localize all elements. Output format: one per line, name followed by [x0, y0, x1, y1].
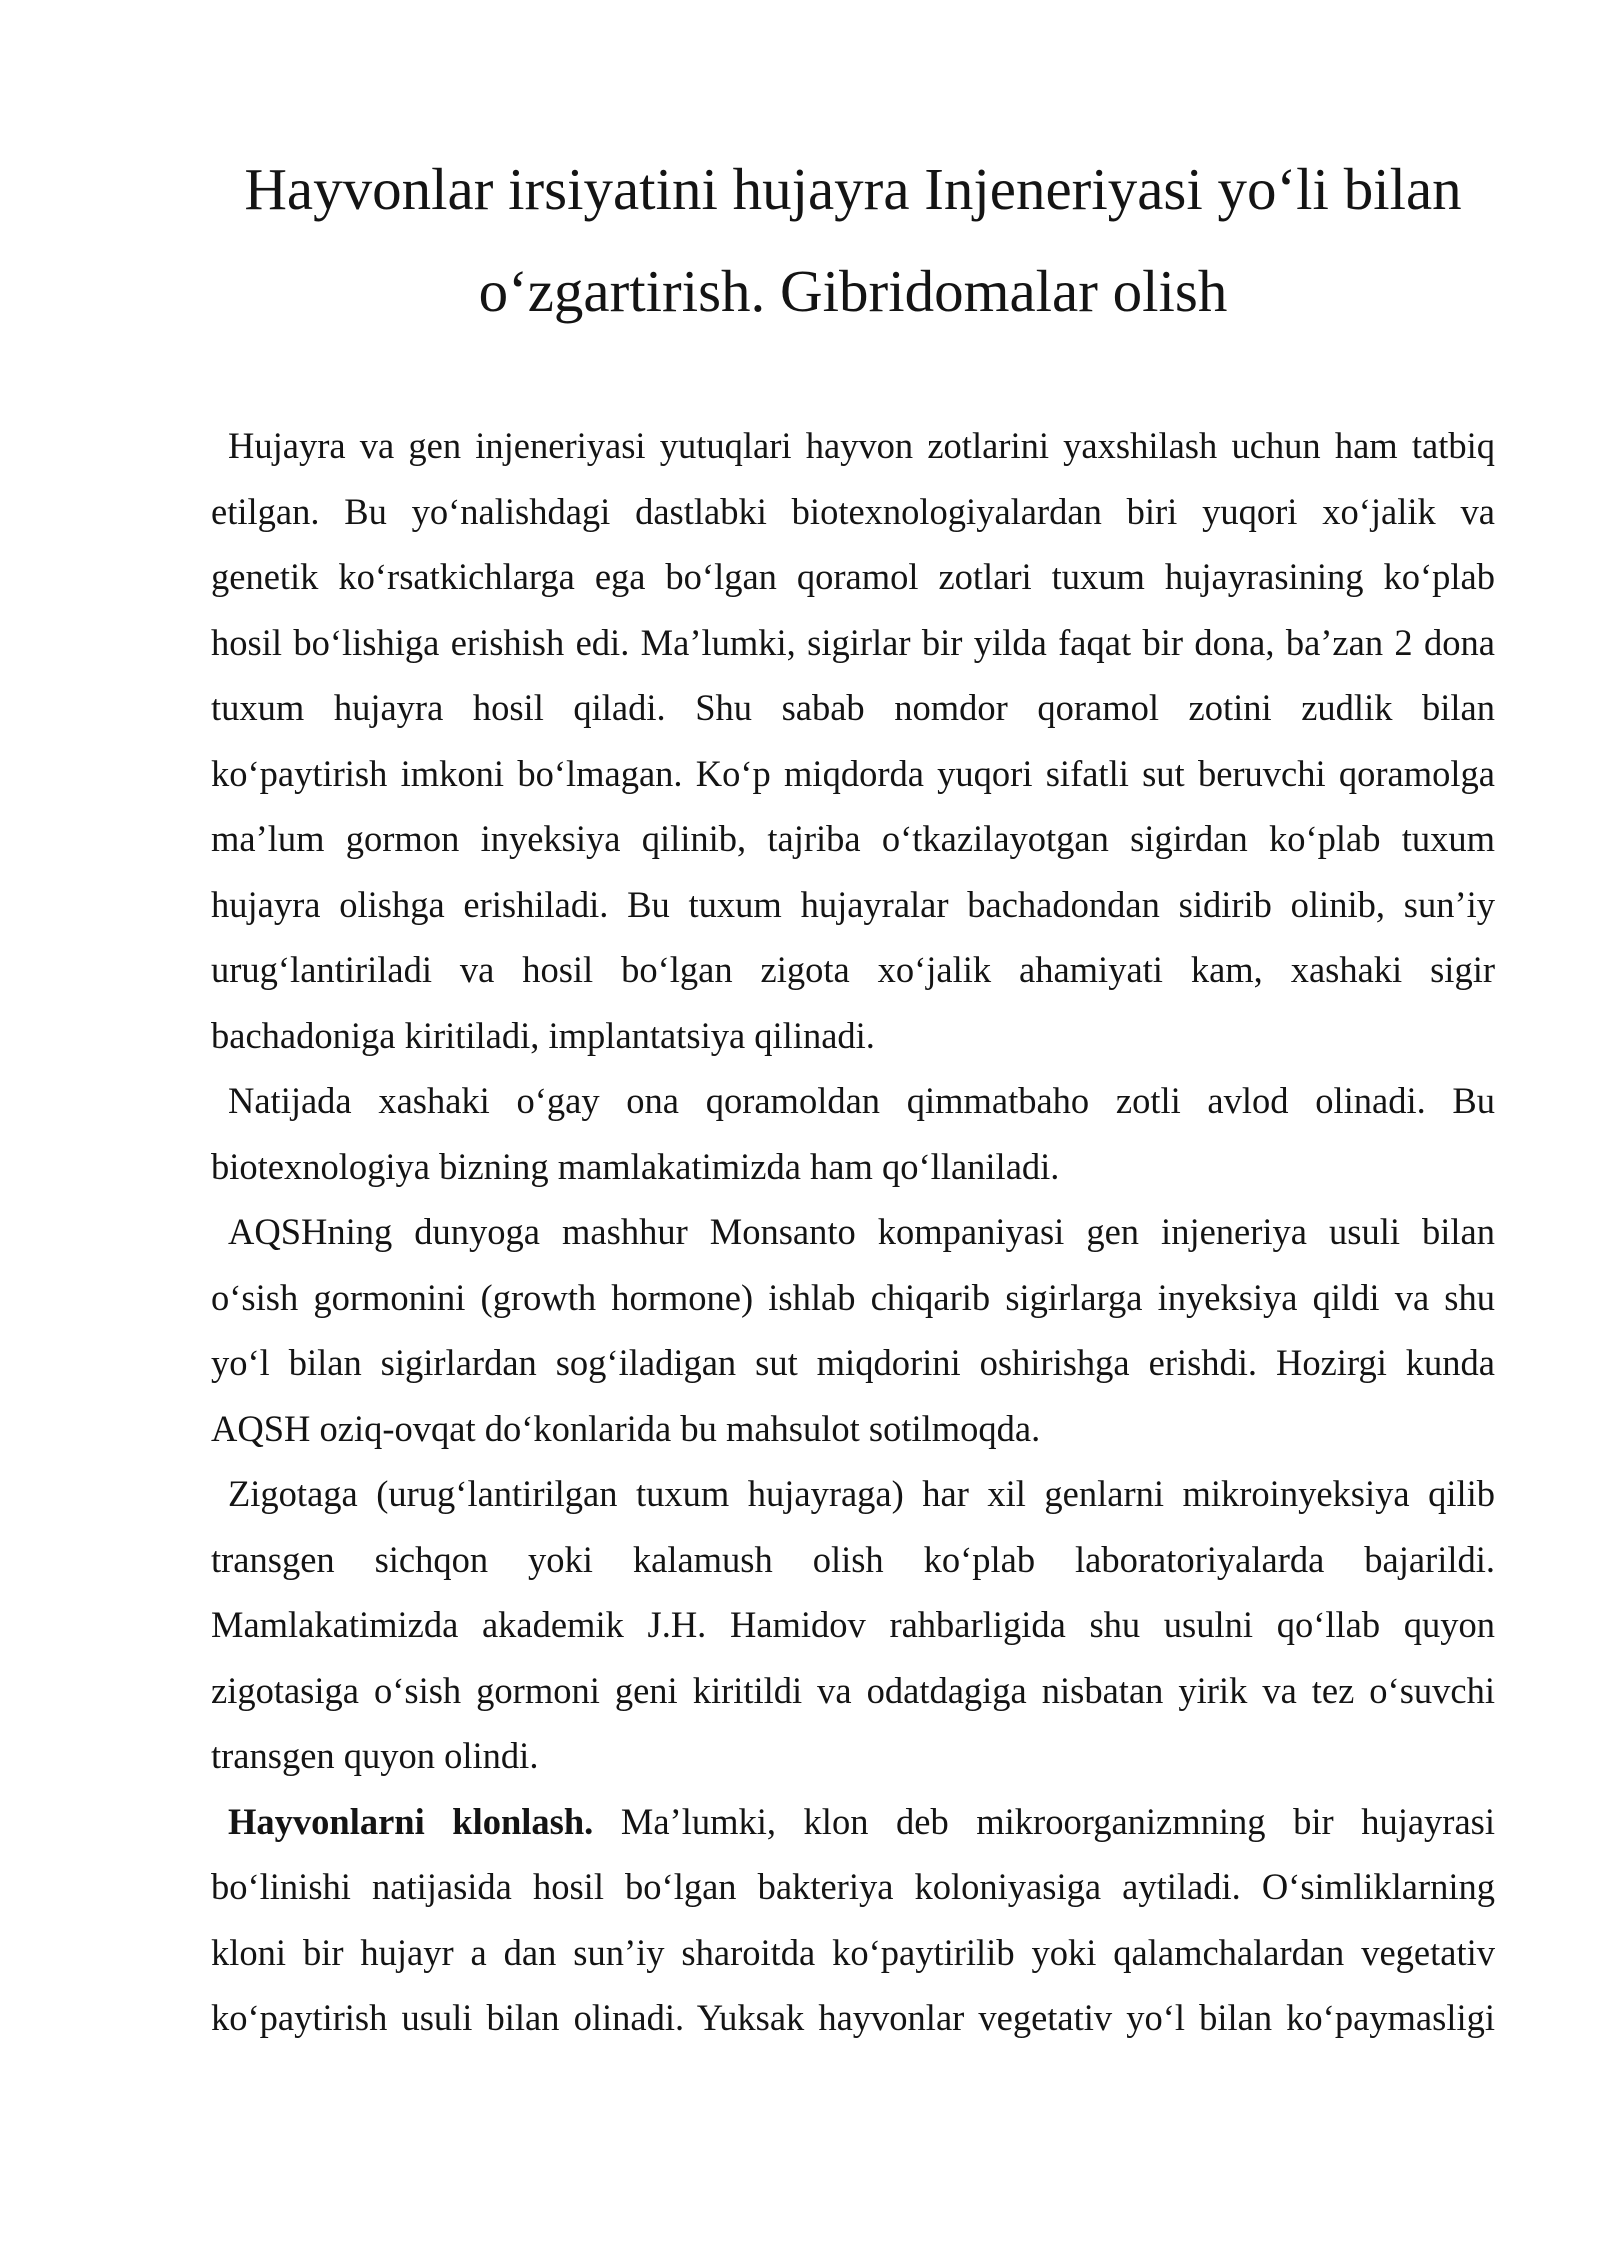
text-line: bachadoniga kiritiladi, implantatsiya qilinadi.: [211, 1014, 875, 1056]
text-line: AQSH oziq-ovqat do‘konlarida bu mahsulot sotilmoqda.: [211, 1407, 1041, 1449]
text-line: Hujayra va gen injeneriyasi yutuqlari hayvon zotlarini yaxshilash uchun ham tatbiq: [228, 425, 1495, 466]
text-line: biotexnologiya bizning mamlakatimizda ham qo‘llaniladi.: [211, 1145, 1060, 1187]
text-line: ma’lum gormon inyeksiya qilinib, tajriba o‘tkazilayotgan sigirdan ko‘plab tuxum: [211, 818, 1495, 859]
text-line: o‘sish gormonini (growth hormone) ishlab chiqarib sigirlarga inyeksiya qildi va shu: [211, 1276, 1495, 1318]
text-line: Mamlakatimizda akademik J.H. Hamidov rahbarligida shu usulni qo‘llab quyon: [211, 1604, 1495, 1645]
document-title: [211, 138, 1495, 342]
text-line: ko‘paytirish imkoni bo‘lmagan. Ko‘p miqdorda yuqori sifatli sut beruvchi qoramolga: [211, 752, 1495, 794]
text-line: ko‘paytirish usuli bilan olinadi. Yuksak hayvonlar vegetativ yo‘l bilan ko‘paymasligi: [211, 1997, 1495, 2038]
paragraph-4: [211, 1461, 1495, 1789]
section-heading-bold: Hayvonlarni klonlash.: [228, 1800, 594, 1842]
text-line: hosil bo‘lishiga erishish edi. Ma’lumki, sigirlar bir yilda faqat bir dona, ba’zan 2 dona: [211, 621, 1495, 663]
paragraph-3: [211, 1199, 1495, 1461]
text-line: kloni bir hujayr a dan sun’iy sharoitda ko‘paytirilib yoki qalamchalardan vegetativ: [211, 1931, 1495, 1973]
text-line: genetik ko‘rsatkichlarga ega bo‘lgan qoramol zotlari tuxum hujayrasining ko‘plab: [211, 556, 1495, 597]
text-line: Natijada xashaki o‘gay ona qoramoldan qimmatbaho zotli avlod olinadi. Bu: [228, 1080, 1495, 1121]
document-body: [211, 413, 1495, 2051]
text-line: hujayra olishga erishiladi. Bu tuxum hujayralar bachadondan sidirib olinib, sun’iy: [211, 883, 1495, 925]
text-line: urug‘lantiriladi va hosil bo‘lgan zigota xo‘jalik ahamiyati kam, xashaki sigir: [211, 949, 1495, 990]
text-line: Zigotaga (urug‘lantirilgan tuxum hujayraga) har xil genlarni mikroinyeksiya qilib: [228, 1473, 1495, 1514]
text-line: etilgan. Bu yo‘nalishdagi dastlabki biotexnologiyalardan biri yuqori xo‘jalik va: [211, 490, 1495, 532]
text-line: transgen quyon olindi.: [211, 1735, 539, 1776]
text-line-rest: Ma’lumki, klon deb mikroorganizmning bir hujayrasi: [593, 1800, 1496, 1842]
paragraph-5: [211, 1789, 1495, 2051]
text-line: transgen sichqon yoki kalamush olish ko‘plab laboratoriyalarda bajarildi.: [211, 1538, 1495, 1580]
text-line: tuxum hujayra hosil qiladi. Shu sabab nomdor qoramol zotini zudlik bilan: [211, 687, 1495, 728]
text-line: AQSHning dunyoga mashhur Monsanto kompaniyasi gen injeneriya usuli bilan: [228, 1211, 1495, 1252]
paragraph-2: [211, 1068, 1495, 1199]
title-line-1: Hayvonlar irsiyatini hujayra Injeneriyasi yo‘li bilan: [244, 156, 1462, 222]
text-line: yo‘l bilan sigirlardan sog‘iladigan sut miqdorini oshirishga erishdi. Hozirgi kunda: [211, 1342, 1495, 1383]
text-line: zigotasiga o‘sish gormoni geni kiritildi va odatdagiga nisbatan yirik va tez o‘suvchi: [211, 1669, 1495, 1711]
text-line: [211, 1789, 1495, 1855]
title-line-2: o‘zgartirish. Gibridomalar olish: [478, 258, 1228, 324]
text-line: bo‘linishi natijasida hosil bo‘lgan bakteriya koloniyasiga aytiladi. O‘simliklarning: [211, 1866, 1495, 1907]
paragraph-1: [211, 413, 1495, 1068]
